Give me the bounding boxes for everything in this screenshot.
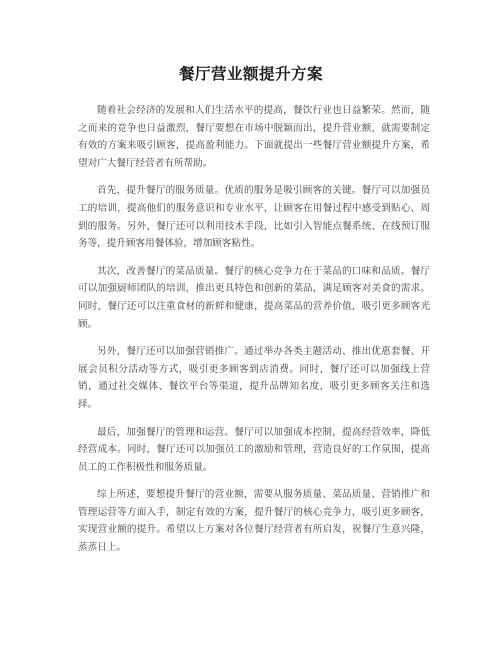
paragraph-service: 首先，提升餐厅的服务质量。优质的服务是吸引顾客的关键。餐厅可以加强员工的培训，提高他们的服务意识和专业水平，让顾客在用餐过程中感受到贴心、周到的服务。另外，餐厅还可以利用技术手段，比如引入智能点餐系统、在线预订服务等，提升顾客用餐体验，增加顾客粘性。 xyxy=(78,185,430,250)
document-title: 餐厅营业额提升方案 xyxy=(178,65,323,83)
paragraph-marketing: 另外，餐厅还可以加强营销推广。通过举办各类主题活动、推出优惠套餐、开展会员积分活动等方式，吸引更多顾客到店消费。同时，餐厅还可以加强线上营销，通过社交媒体、餐饮平台等渠道，提升品牌知名度，吸引更多顾客关注和选择。 xyxy=(78,346,430,410)
paragraph-dishes: 其次，改善餐厅的菜品质量。餐厅的核心竞争力在于菜品的口味和品质。餐厅可以加强厨师团队的培训，推出更具特色和创新的菜品，满足顾客对美食的需求。同时，餐厅还可以注重食材的新鲜和健康，提高菜品的营养价值，吸引更多顾客光顾。 xyxy=(78,265,430,330)
document-body xyxy=(78,102,430,567)
paragraph-intro: 随着社会经济的发展和人们生活水平的提高，餐饮行业也日益繁荣。然而，随之而来的竞争也日益激烈，餐厅要想在市场中脱颖而出，提升营业额，就需要制定有效的方案来吸引顾客，提高盈利能力。下面就提出一些餐厅营业额提升方案，希望对广大餐厅经营者有所帮助。 xyxy=(78,105,430,169)
paragraph-management: 最后，加强餐厅的管理和运营。餐厅可以加强成本控制，提高经营效率，降低经营成本。同时，餐厅还可以加强员工的激励和管理，营造良好的工作氛围，提高员工的工作积极性和服务质量。 xyxy=(78,426,430,473)
paragraph-conclusion: 综上所述，要想提升餐厅的营业额，需要从服务质量、菜品质量、营销推广和管理运营等方面入手，制定有效的方案，提升餐厅的核心竞争力，吸引更多顾客，实现营业额的提升。希望以上方案对各位餐厅经营者有所启发，祝餐厅生意兴隆，蒸蒸日上。 xyxy=(78,489,430,554)
